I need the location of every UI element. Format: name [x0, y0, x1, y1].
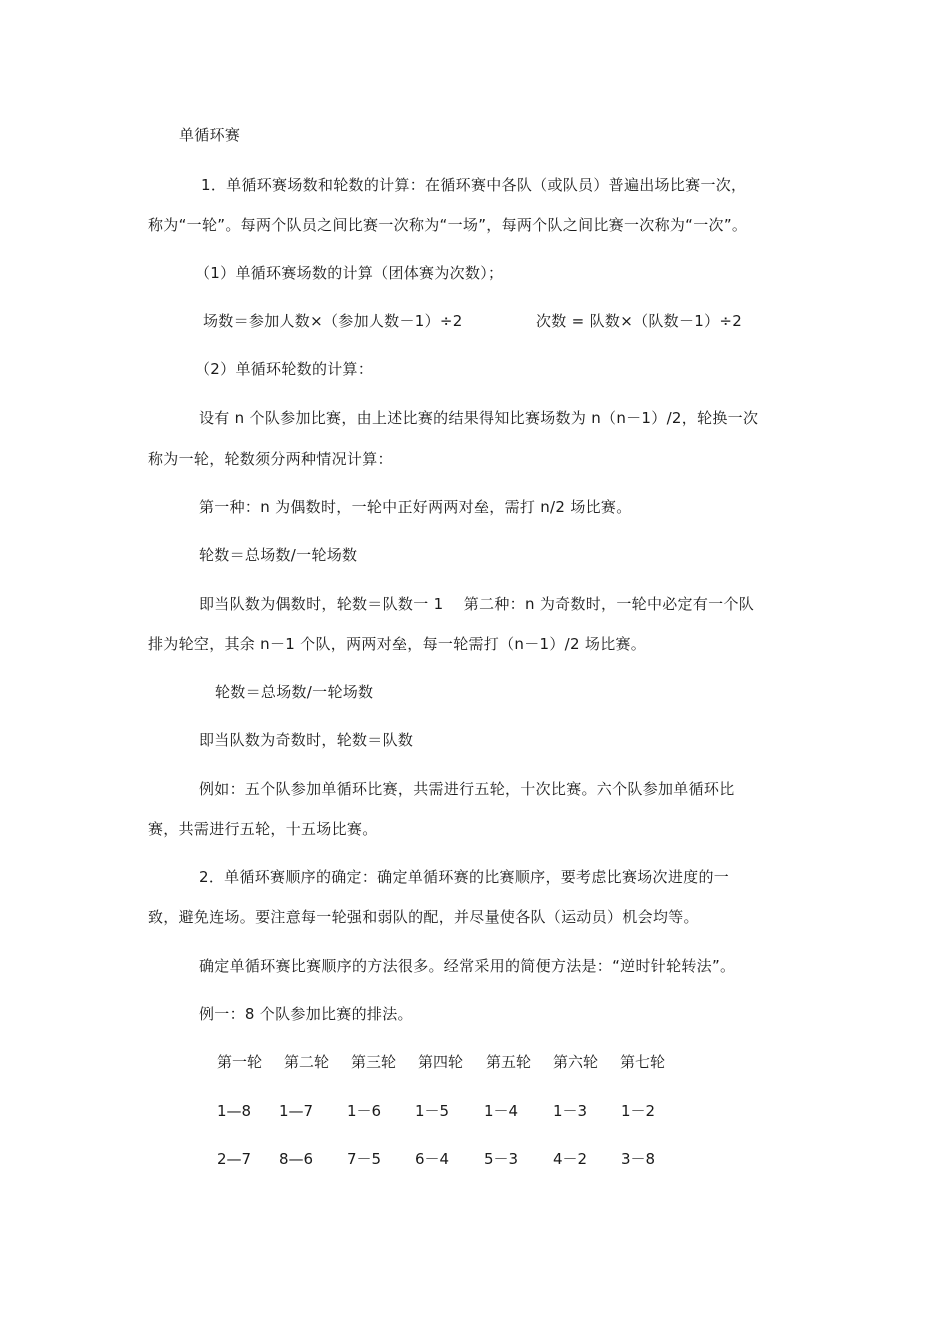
- schedule-header-6: 第六轮: [553, 1053, 599, 1071]
- schedule-header-2: 第二轮: [284, 1053, 330, 1071]
- schedule-cell: 1－2: [621, 1102, 656, 1120]
- schedule-header-3: 第三轮: [351, 1053, 397, 1071]
- schedule-header-1: 第一轮: [217, 1053, 263, 1071]
- schedule-cell: 1－5: [415, 1102, 450, 1120]
- schedule-cell: 1—8: [217, 1102, 252, 1120]
- schedule-cell: 8—6: [279, 1150, 314, 1168]
- schedule-header-5: 第五轮: [486, 1053, 532, 1071]
- case-even: 第一种：n 为偶数时，一轮中正好两两对垒，需打 n/2 场比赛。: [199, 498, 632, 516]
- section-1-heading: （1）单循环赛场数的计算（团体赛为次数）；: [195, 264, 504, 282]
- example-1-line-2: 赛，共需进行五轮，十五场比赛。: [148, 820, 378, 838]
- schedule-cell: 4－2: [553, 1150, 588, 1168]
- schedule-header-4: 第四轮: [418, 1053, 464, 1071]
- schedule-header-7: 第七轮: [620, 1053, 666, 1071]
- formula-rounds-odd: 轮数＝总场数/一轮场数: [215, 683, 374, 701]
- formula-team-matches: 次数 = 队数×（队数－1）÷2: [536, 312, 743, 330]
- paragraph-2-line-1: 设有 n 个队参加比赛，由上述比赛的结果得知比赛场数为 n（n－1）/2，轮换一次: [199, 409, 759, 427]
- paragraph-4: 即当队数为奇数时，轮数＝队数: [199, 731, 414, 749]
- schedule-cell: 6－4: [415, 1150, 450, 1168]
- formula-rounds-even: 轮数＝总场数/一轮场数: [199, 546, 358, 564]
- formula-matches: 场数＝参加人数×（参加人数－1）÷2: [203, 312, 463, 330]
- paragraph-3-line-1: 即当队数为偶数时，轮数＝队数一 1 第二种：n 为奇数时，一轮中必定有一个队: [199, 595, 755, 613]
- paragraph-1-line-2: 称为“一轮”。每两个队员之间比赛一次称为“一场”，每两个队之间比赛一次称为“一次”。: [148, 216, 748, 234]
- schedule-cell: 1－6: [347, 1102, 382, 1120]
- paragraph-1-line-1: 1．单循环赛场数和轮数的计算：在循环赛中各队（或队员）普遍出场比赛一次，: [201, 176, 747, 194]
- schedule-cell: 5－3: [484, 1150, 519, 1168]
- schedule-cell: 7－5: [347, 1150, 382, 1168]
- doc-title: 单循环赛: [179, 126, 241, 144]
- schedule-cell: 3－8: [621, 1150, 656, 1168]
- example-1-line-1: 例如：五个队参加单循环比赛，共需进行五轮，十次比赛。六个队参加单循环比: [199, 780, 735, 798]
- schedule-cell: 2—7: [217, 1150, 252, 1168]
- example-2: 例一：8 个队参加比赛的排法。: [199, 1005, 413, 1023]
- paragraph-5-line-1: 2．单循环赛顺序的确定：确定单循环赛的比赛顺序，要考虑比赛场次进度的一: [199, 868, 730, 886]
- paragraph-2-line-2: 称为一轮，轮数须分两种情况计算：: [148, 450, 393, 468]
- schedule-cell: 1－3: [553, 1102, 588, 1120]
- paragraph-6: 确定单循环赛比赛顺序的方法很多。经常采用的简便方法是：“逆时针轮转法”。: [199, 957, 736, 975]
- schedule-cell: 1—7: [279, 1102, 314, 1120]
- section-2-heading: （2）单循环轮数的计算：: [195, 360, 374, 378]
- paragraph-3-line-2: 排为轮空，其余 n－1 个队，两两对垒，每一轮需打（n－1）/2 场比赛。: [148, 635, 647, 653]
- paragraph-5-line-2: 致，避免连场。要注意每一轮强和弱队的配，并尽量使各队（运动员）机会均等。: [148, 908, 699, 926]
- schedule-cell: 1－4: [484, 1102, 519, 1120]
